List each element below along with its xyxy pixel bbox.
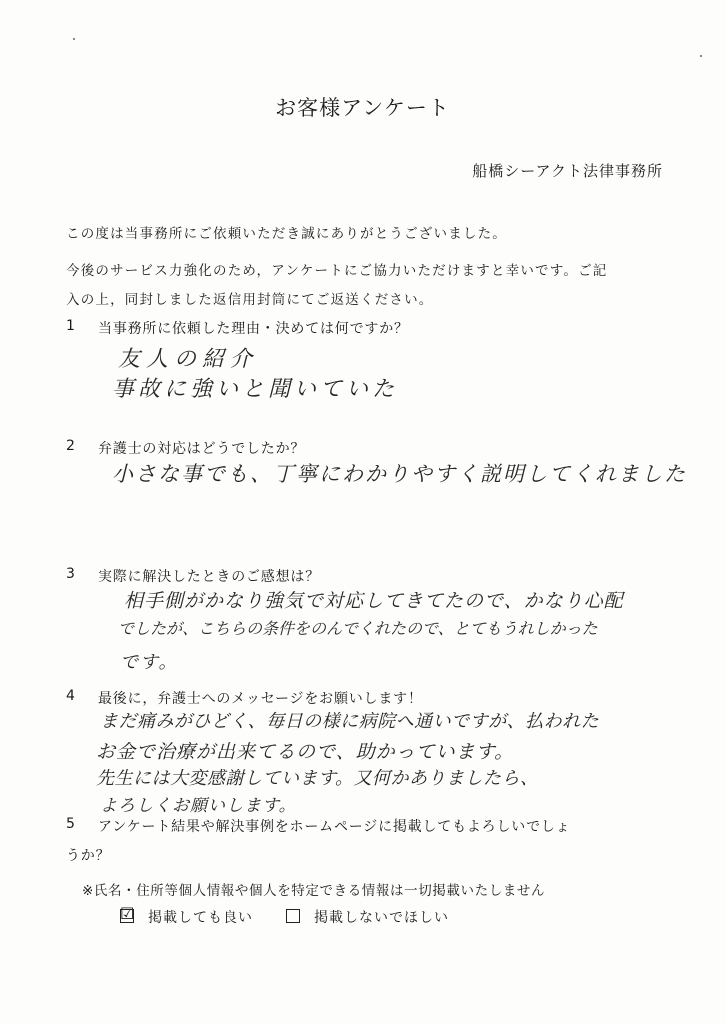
intro-line-3: 入の上，同封しました返信用封筒にてご返送ください。 (66, 292, 434, 308)
question-5-text-cont: うか？ (66, 848, 111, 864)
question-number: 5 (66, 816, 75, 832)
question-number: 2 (66, 438, 75, 454)
question-number: 1 (66, 318, 75, 334)
firm-name: 船橋シーアクト法律事務所 (472, 162, 663, 180)
page-title: お客様アンケート (275, 96, 450, 120)
answer-1-line-1: 友人の紹介 (118, 347, 259, 372)
answer-3-line-3: です。 (120, 652, 179, 673)
option-agree[interactable] (120, 904, 253, 927)
answer-3-line-2: でしたが、こちらの条件をのんでくれたので、とてもうれしかった (118, 619, 598, 638)
intro-line-1: この度は当事務所にご依頼いただき誠にありがとうございました。 (66, 226, 507, 242)
answer-4-line-2: お金で治療が出来てるので、助かっています。 (96, 741, 515, 763)
question-number: 4 (66, 688, 75, 704)
checkbox-disagree[interactable] (286, 909, 300, 923)
checkbox-agree[interactable] (120, 904, 136, 923)
check-mark-icon: ☑ (120, 904, 136, 923)
question-number: 3 (66, 566, 75, 582)
answer-4-line-4: よろしくお願いします。 (100, 796, 297, 816)
option-agree-label: 掲載しても良い (148, 910, 253, 926)
question-3-text: 実際に解決したときのご感想は？ (98, 569, 320, 585)
question-2-text: 弁護士の対応はどうでしたか？ (98, 441, 306, 457)
answer-4-line-1: まだ痛みがひどく、毎日の様に病院へ通いですが、払われた (100, 711, 600, 732)
question-1-text: 当事務所に依頼した理由・決めては何ですか？ (98, 321, 409, 337)
answer-2-line-1: 小さな事でも、丁寧にわかりやすく説明してくれました (112, 462, 687, 486)
answer-4-line-3: 先生には大変感謝しています。又何かありましたら、 (96, 768, 539, 789)
privacy-note: ※氏名・住所等個人情報や個人を特定できる情報は一切掲載いたしません (82, 883, 546, 899)
option-disagree[interactable] (286, 907, 449, 927)
intro-line-2: 今後のサービス力強化のため，アンケートにご協力いただけますと幸いです。ご記 (66, 263, 608, 279)
answer-3-line-1: 相手側がかなり強気で対応してきてたので、かなり心配 (124, 590, 624, 612)
option-disagree-label: 掲載しないでほしい (314, 910, 449, 926)
scan-speck (73, 38, 75, 40)
question-4-text: 最後に，弁護士へのメッセージをお願いします！ (98, 691, 423, 707)
answer-1-line-2: 事故に強いと聞いていた (112, 377, 399, 402)
question-5-text: アンケート結果や解決事例をホームページに掲載してもよろしいでしょ (98, 819, 571, 835)
scan-speck (700, 55, 702, 57)
